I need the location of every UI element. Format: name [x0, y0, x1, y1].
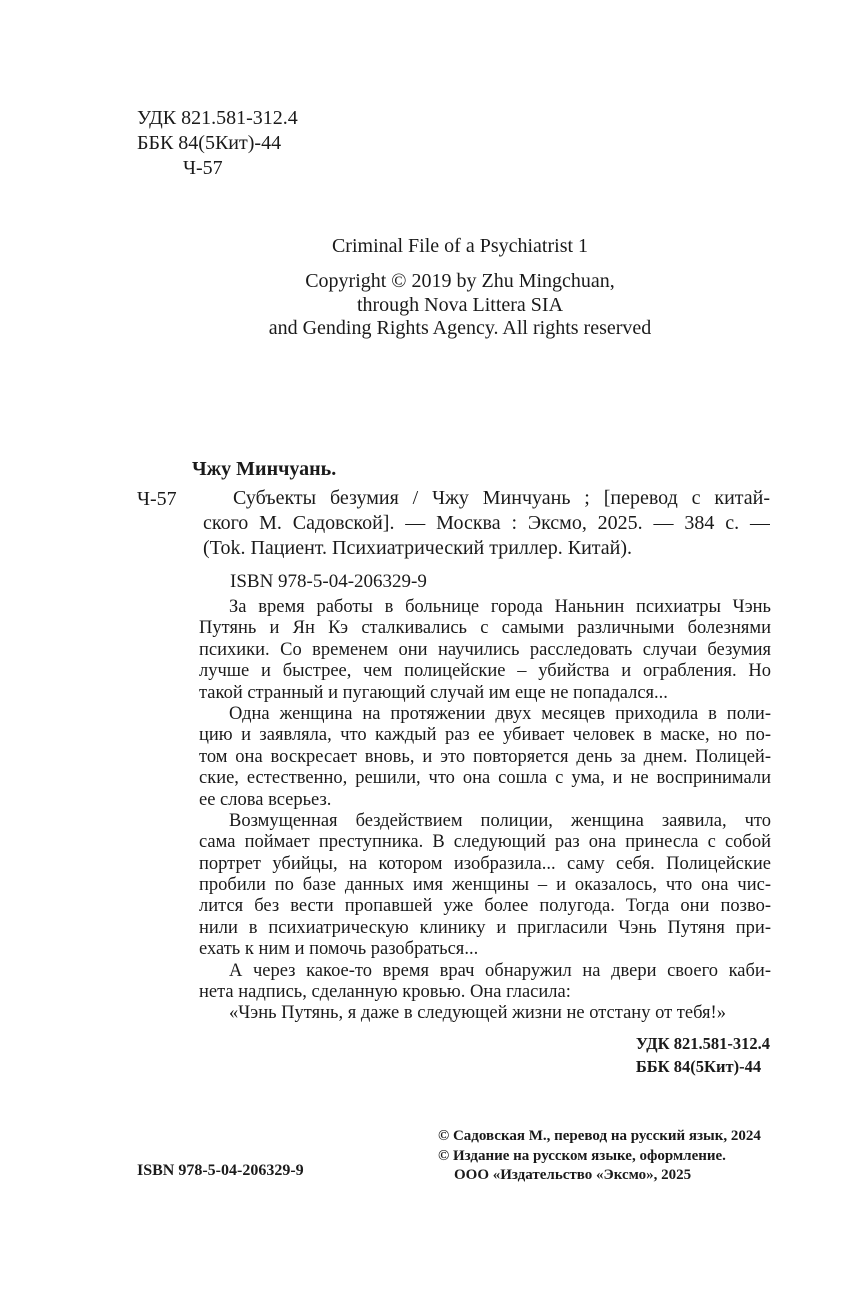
- annotation-line: ее слова всерьез.: [199, 789, 332, 810]
- annotation-line: Путянь и Ян Кэ сталкивались с самыми различными болезнями: [199, 618, 771, 639]
- description-line: ского М. Садовской]. — Москва : Эксмо, 2025. — 384 с. —: [203, 512, 770, 534]
- annotation: [199, 597, 771, 1025]
- copyright-line: ООО «Издательство «Эксмо», 2025: [454, 1167, 692, 1183]
- description-line: (Tok. Пациент. Психиатрический триллер. Китай).: [203, 537, 633, 559]
- annotation-line: портрет убийцы, на котором изобразила... саму себя. Полицейские: [199, 853, 771, 874]
- annotation-line: ские, естественно, решили, что она сошла с ума, и не воспринимали: [199, 768, 771, 789]
- annotation-line: цию и заявляла, что каждый раз ее убивает человек в маске, но по-: [199, 725, 771, 746]
- annotation-line: такой странный и пугающий случай им еще не попадался...: [199, 682, 668, 703]
- annotation-line: нили в психиатрическую клинику и пригласили Чэнь Путяня при-: [199, 917, 771, 938]
- annotation-line: сама поймает преступника. В следующий раз она принесла с собой: [199, 832, 771, 853]
- copyright-line: © Издание на русском языке, оформление.: [438, 1147, 726, 1164]
- annotation-line: том она воскресает вновь, и это повторяется день за днем. Полицей-: [199, 746, 771, 767]
- bbk-code: ББК 84(5Кит)-44: [137, 132, 282, 154]
- footer-codes: [636, 1032, 770, 1078]
- original-copyright: [160, 270, 760, 341]
- original-title: Criminal File of a Psychiatrist 1: [331, 235, 589, 257]
- copyright-line: through Nova Littera SIA: [356, 293, 564, 316]
- annotation-line: А через какое-то время врач обнаружил на двери своего каби-: [229, 960, 771, 981]
- copyright-line: and Gending Rights Agency. All rights reserved: [268, 317, 652, 339]
- description-line: Субъекты безумия / Чжу Минчуань ; [перевод с китай-: [233, 487, 770, 509]
- annotation-line: нета надпись, сделанную кровью. Она гласила:: [199, 982, 571, 1003]
- annotation-line: За время работы в больнице города Наньнин психиатры Чэнь: [229, 597, 771, 617]
- catalog-description: [203, 486, 770, 561]
- footer-bbk: ББК 84(5Кит)-44: [635, 1057, 762, 1076]
- catalog-author: Чжу Минчуань.: [192, 458, 337, 480]
- annotation-line: лучше и быстрее, чем полицейские – убийства и ограбления. Но: [199, 661, 771, 682]
- catalog-isbn: ISBN 978-5-04-206329-9: [230, 571, 427, 592]
- annotation-line: «Чэнь Путянь, я даже в следующей жизни не отстану от тебя!»: [229, 1003, 726, 1024]
- annotation-line: Возмущенная бездействием полиции, женщина заявила, что: [229, 810, 771, 831]
- annotation-line: Одна женщина на протяжении двух месяцев приходила в поли-: [229, 703, 771, 724]
- catalog-mark: Ч-57: [137, 488, 177, 510]
- footer-copyright: [438, 1127, 761, 1186]
- annotation-line: пробили по базе данных имя женщины – и оказалось, что она чис-: [199, 875, 771, 896]
- footer-isbn: ISBN 978-5-04-206329-9: [137, 1162, 304, 1179]
- header-codes: [137, 106, 298, 181]
- udk-code: УДК 821.581-312.4: [137, 107, 298, 129]
- annotation-line: ехать к ним и помочь разобраться...: [199, 939, 479, 960]
- annotation-line: лится без вести пропавшей уже более полугода. Тогда они позво-: [199, 896, 771, 917]
- copyright-line: Copyright © 2019 by Zhu Mingchuan,: [305, 270, 615, 292]
- footer-udk: УДК 821.581-312.4: [635, 1034, 770, 1053]
- author-mark: Ч-57: [183, 157, 223, 179]
- copyright-line: © Садовская М., перевод на русский язык, 2024: [438, 1128, 761, 1144]
- annotation-line: психики. Со временем они научились расследовать случаи безумия: [199, 639, 771, 660]
